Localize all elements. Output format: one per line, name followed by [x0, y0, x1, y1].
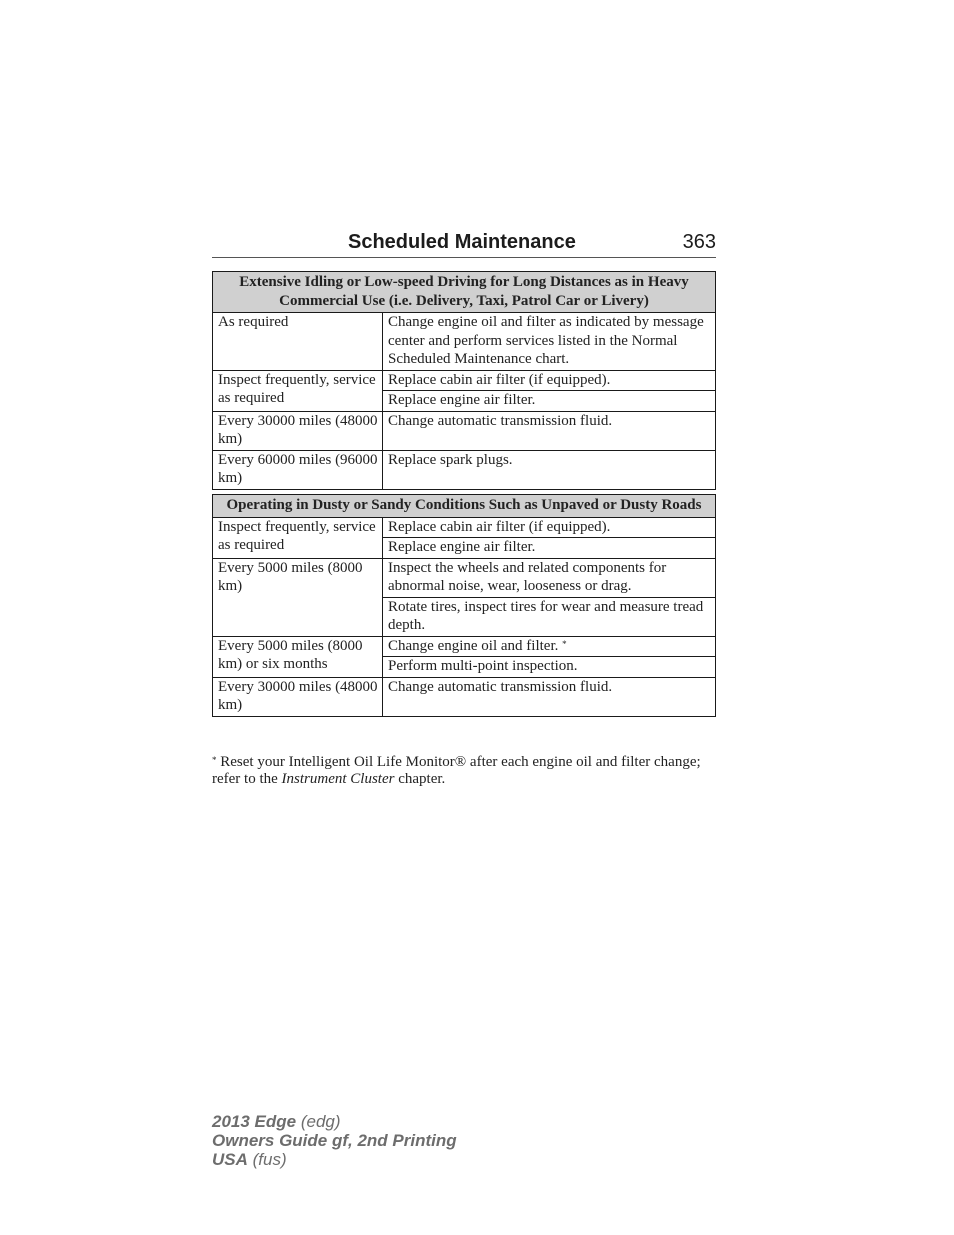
action-cell: Replace cabin air filter (if equipped).: [383, 370, 716, 391]
table-row: [213, 636, 716, 657]
footer-model-code: (edg): [300, 1112, 341, 1131]
footnote-marker: *: [212, 755, 217, 765]
page-header: [212, 229, 716, 258]
table-row: [213, 411, 716, 450]
interval-cell: Every 60000 miles (96000 km): [213, 450, 383, 489]
action-cell: Change engine oil and filter as indicated by message center and perform services listed in the Normal Scheduled Maintenance chart.: [383, 313, 716, 371]
footer-region-code: (fus): [252, 1150, 287, 1169]
footer-model-line: [212, 1112, 457, 1131]
interval-cell: Every 5000 miles (8000 km) or six months: [213, 636, 383, 677]
table-row: [213, 370, 716, 391]
action-cell: Rotate tires, inspect tires for wear and measure tread depth.: [383, 597, 716, 636]
footnote-text: Reset your Intelligent Oil Life Monitor® after each engine oil and filter change; refer to the: [212, 754, 701, 787]
interval-cell: Every 30000 miles (48000 km): [213, 677, 383, 716]
table-row: [213, 558, 716, 597]
footnote-text-end: chapter.: [398, 771, 446, 787]
footer-region-line: [212, 1150, 457, 1169]
action-cell: Replace spark plugs.: [383, 450, 716, 489]
footnote-marker: *: [562, 638, 567, 649]
interval-cell: Inspect frequently, service as required: [213, 517, 383, 558]
maintenance-table-idling: [212, 271, 716, 490]
action-cell: Change automatic transmission fluid.: [383, 677, 716, 716]
action-cell: Replace cabin air filter (if equipped).: [383, 517, 716, 538]
page-footer: [212, 1112, 457, 1169]
action-text: Change engine oil and filter.: [388, 637, 559, 654]
footer-region: USA: [212, 1150, 248, 1169]
interval-cell: Every 5000 miles (8000 km): [213, 558, 383, 636]
table-row: [213, 677, 716, 716]
table-heading-row: [213, 495, 716, 518]
maintenance-table-dusty: [212, 494, 716, 717]
table-heading: Operating in Dusty or Sandy Conditions Such as Unpaved or Dusty Roads: [213, 495, 716, 518]
footnote: [212, 754, 718, 788]
footer-guide-line: [212, 1131, 457, 1150]
action-cell: Replace engine air filter.: [383, 538, 716, 559]
action-cell: [383, 636, 716, 657]
table-row: [213, 517, 716, 538]
page-number: 363: [682, 231, 716, 253]
interval-cell: Every 30000 miles (48000 km): [213, 411, 383, 450]
footer-guide: Owners Guide gf, 2nd Printing: [212, 1131, 457, 1150]
page-title: Scheduled Maintenance: [348, 231, 576, 253]
table-row: [213, 313, 716, 371]
action-cell: Inspect the wheels and related components for abnormal noise, wear, looseness or drag.: [383, 558, 716, 597]
chapter-reference: Instrument Cluster: [281, 771, 395, 787]
table-heading: Extensive Idling or Low-speed Driving for Long Distances as in Heavy Commercial Use (i.e. Delivery, Taxi, Patrol Car or Livery): [213, 272, 716, 313]
action-cell: Perform multi-point inspection.: [383, 657, 716, 678]
action-cell: Replace engine air filter.: [383, 391, 716, 412]
action-cell: Change automatic transmission fluid.: [383, 411, 716, 450]
interval-cell: Inspect frequently, service as required: [213, 370, 383, 411]
interval-cell: As required: [213, 313, 383, 371]
footer-model: 2013 Edge: [212, 1112, 297, 1131]
table-heading-row: [213, 272, 716, 313]
table-row: [213, 450, 716, 489]
